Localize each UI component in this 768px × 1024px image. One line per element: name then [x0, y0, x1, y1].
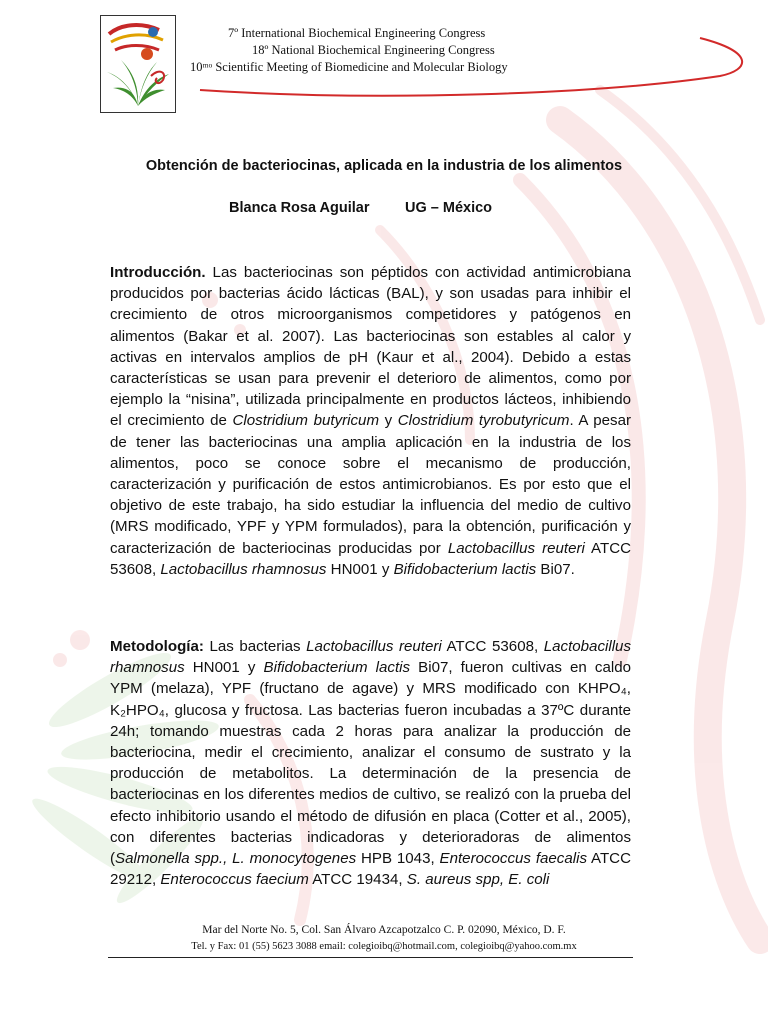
- methodology-paragraph: Metodología: Las bacterias Lactobacillus reuteri ATCC 53608, Lactobacillus rhamnosus HN001 y Bifidobacterium lactis Bi07, fueron cultivas en caldo YPM (melaza), YPF (fructano de agave) y MRS modificado con KHPO₄, K₂HPO₄, glucosa y fructosa. Las bacterias fueron incubadas a 37ºC durante 24h; tomando muestras cada 2 horas para analizar la producción de bacteriocina, medir el crecimiento, analizar el consumo de sustrato y la producción de metabolitos. La determinación de la presencia de bacteriocinas en los diferentes medios de cultivo, se realizó con la prueba del efecto inhibitorio usando el método de difusión en placa (Cotter et al., 2005), con diferentes bacterias indicadoras y deterioradoras de alimentos (Salmonella spp., L. monocytogenes HPB 1043, Enterococcus faecalis ATCC 29212, Enterococcus faecium ATCC 19434, S. aureus spp, E. coli: [110, 638, 631, 889]
- methodology-heading: Metodología:: [110, 638, 204, 655]
- header-line-2: 18º National Biochemical Engineering Congress: [252, 43, 495, 57]
- congress-logo: [100, 15, 176, 113]
- header-line-1: 7º International Biochemical Engineering Congress: [228, 26, 486, 40]
- author-name: Blanca Rosa Aguilar: [229, 200, 370, 216]
- paper-title: Obtención de bacteriocinas, aplicada en la industria de los alimentos: [145, 158, 623, 174]
- footer-address: Mar del Norte No. 5, Col. San Álvaro Azcapotzalco C. P. 02090, México, D. F.: [202, 924, 566, 936]
- footer-rule: [108, 957, 633, 958]
- footer-contact: Tel. y Fax: 01 (55) 5623 3088 email: colegioibq@hotmail.com, colegioibq@yahoo.com.mx: [191, 941, 577, 952]
- author-affiliation: UG – México: [405, 200, 493, 216]
- introduction-paragraph: Introducción. Las bacteriocinas son péptidos con actividad antimicrobiana producidos por bacterias ácido lácticas (BAL), y son usadas para inhibir el crecimiento de otros microorganismos competidores y patógenos en alimentos (Bakar et al. 2007). Las bacteriocinas son estables al calor y activas en intervalos amplios de pH (Kaur et al., 2004). Debido a estas características se usan para prevenir el deterioro de alimentos, como por ejemplo la “nisina”, utilizada principalmente en productos lácteos, inhibiendo el crecimiento de Clostridium butyricum y Clostridium tyrobutyricum. A pesar de tener las bacteriocinas una amplia aplicación en la industria de los alimentos, poco se conoce sobre el mecanismo de producción, caracterización y purificación de estos antimicrobianos. Es por esto que el objetivo de este trabajo, ha sido estudiar la influencia del medio de cultivo (MRS modificado, YPF y YPM formulados), para la obtención, purificación y caracterización de bacteriocinas producidas por Lactobacillus reuteri ATCC 53608, Lactobacillus rhamnosus HN001 y Bifidobacterium lactis Bi07.: [110, 264, 632, 578]
- introduction-heading: Introducción.: [110, 264, 206, 281]
- header-line-3: 10ᵐᵒ Scientific Meeting of Biomedicine and Molecular Biology: [190, 60, 508, 74]
